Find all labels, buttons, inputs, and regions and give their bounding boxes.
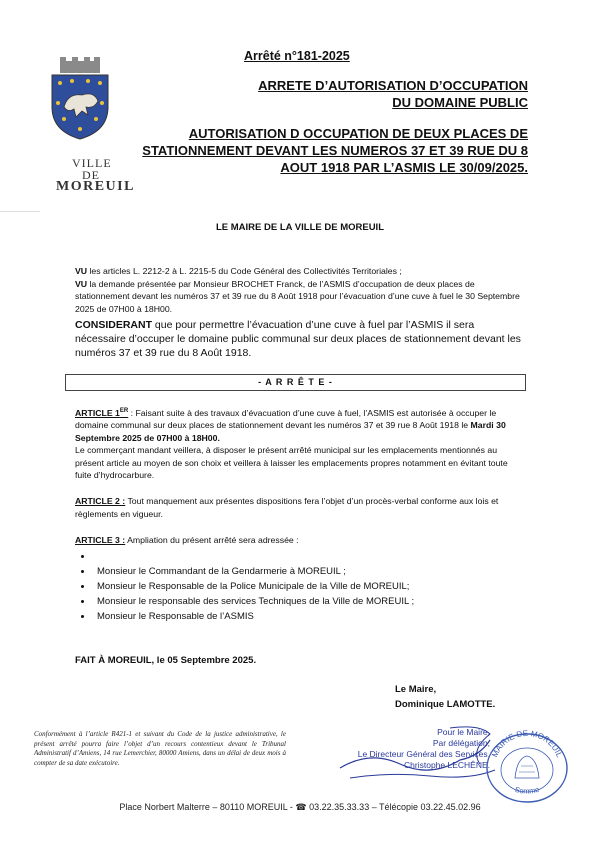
subject-line: AOUT 1918 PAR L’ASMIS LE 30/09/2025. (280, 160, 528, 175)
stamp-bottom-text: Somme (513, 784, 541, 796)
vu-paragraph (75, 265, 525, 278)
city-line-ville: VILLE (72, 156, 112, 170)
recipient-list (75, 549, 525, 624)
considerant-paragraph (75, 318, 525, 360)
article-label-sup: ER (119, 408, 129, 414)
delegation-block (332, 727, 490, 771)
list-item: • Monsieur le Responsable de la Police Municipale de la Ville de MOREUIL; (93, 579, 525, 594)
article-3-intro (75, 534, 525, 547)
vu-text: la demande présentée par Monsieur BROCHET Franck, de l’ASMIS d’occupation de deux places de stationnement devant les numéros 37 et 39 rue du 8 Août 1918 pour l’évacuation d’une cuve à fuel le 30 Septembre 2025 de 07H00 à 18H00. (75, 278, 520, 314)
article-2 (75, 495, 525, 520)
fait-a-line: FAIT À MOREUIL, le 05 Septembre 2025. (75, 655, 257, 666)
vu-section (75, 265, 525, 315)
vu-text: les articles L. 2212-2 à L. 2215-5 du Code Général des Collectivités Territoriales ; (87, 266, 402, 276)
city-line-moreuil: MOREUIL (56, 179, 135, 194)
coat-of-arms-icon (48, 57, 112, 141)
title-line: ARRETE D’AUTORISATION D’OCCUPATION (258, 78, 528, 93)
delegation-line: Pour le Maire, (437, 727, 490, 737)
list-item: • Monsieur le responsable des services Techniques de la Ville de MOREUIL ; (93, 594, 525, 609)
document-title (258, 77, 528, 111)
signature-title: Le Maire, (395, 684, 437, 695)
arrete-number: Arrêté n°181-2025 (244, 49, 350, 63)
article-3-label: ARTICLE 3 : (75, 535, 126, 545)
article-1-label (75, 408, 128, 418)
article-3-text: Ampliation du présent arrêté sera adressée : (125, 535, 299, 545)
city-line-de: DE (82, 168, 100, 182)
svg-text:MAIRIE DE MOREUIL (490, 729, 564, 759)
delegation-line: Par délégation, (432, 738, 490, 748)
delegation-line: Le Directeur Général des Services, (357, 749, 490, 759)
considerant-label: CONSIDERANT (75, 319, 153, 331)
city-name (56, 156, 140, 194)
vu-label: VU (75, 266, 88, 276)
margin-mark (0, 211, 40, 212)
mairie-stamp-icon (481, 724, 573, 806)
maire-signature-block (395, 683, 495, 712)
subject-line: AUTORISATION D OCCUPATION DE DEUX PLACES DE (188, 126, 528, 141)
article-2-label: ARTICLE 2 : (75, 496, 126, 506)
article-text: : Faisant suite à des travaux d’évacuation d’une cuve à fuel, l’ASMIS est autorisée à occuper le domaine communal sur deux places de stationnement devant les numéros 37 et 39 rue 8 Août 1918 le (75, 407, 497, 431)
maire-heading: LE MAIRE DE LA VILLE DE MOREUIL (215, 222, 384, 233)
document-subject (142, 125, 528, 176)
signature-name: Dominique LAMOTTE. (395, 698, 496, 710)
stamp-top-text: MAIRIE DE MOREUIL (490, 728, 564, 759)
article-2-text: Tout manquement aux présentes dispositions fera l’objet d’un procès-verbal conforme aux lois et règlements en vigueur. (75, 496, 499, 519)
footer-address: Place Norbert Malterre – 80110 MOREUIL - ☎ 03.22.35.33.33 – Télécopie 03.22.45.02.96 (119, 802, 481, 812)
vu-paragraph (75, 278, 525, 316)
arrete-heading-box: - A R R Ê T E - (65, 374, 526, 391)
article-1 (75, 405, 525, 482)
article-date: Mardi 30 Septembre 2025 de 07H00 à 18H00. (75, 420, 506, 443)
article-label-text: ARTICLE 1 (75, 407, 120, 418)
list-item: • Monsieur le Commandant de la Gendarmerie à MOREUIL ; (93, 564, 525, 579)
list-item: • Monsieur le Responsable de l’ASMIS (93, 609, 525, 624)
list-item (93, 549, 525, 564)
title-line: DU DOMAINE PUBLIC (392, 95, 528, 110)
svg-text:Somme (514, 785, 541, 796)
article-1-paragraph (75, 405, 525, 444)
legal-notice: Conformément à l’article R421-1 et suivant du Code de la justice administrative, le présent arrêté pourra faire l’objet d’un recours contentieux devant le Tribunal Administratif d’Amiens, 14 rue Lemerchier, 80000 Amiens, dans un délai de deux mois à compter de sa date exécutoire. (34, 730, 286, 767)
article-1-paragraph-2: Le commerçant mandant veillera, à disposer le présent arrêté municipal sur les emplacements mentionnés au présent article au moyen de son choix et veillera à laisser les emplacements propres notamment en évitant toute fuite d’hydrocarbure. (75, 445, 508, 481)
considerant-text: que pour permettre l’évacuation d’une cuve à fuel par l’ASMIS il sera nécessaire d’occuper le domaine public communal sur deux places de stationnement devant les numéros 37 et 39 rue du 8 Août 1918. (75, 319, 521, 359)
subject-line: STATIONNEMENT DEVANT LES NUMEROS 37 ET 39 RUE DU 8 (142, 143, 528, 158)
article-3 (75, 534, 525, 624)
vu-label: VU (75, 278, 88, 289)
delegation-line: Christophe LECHÊNE. (404, 760, 490, 770)
